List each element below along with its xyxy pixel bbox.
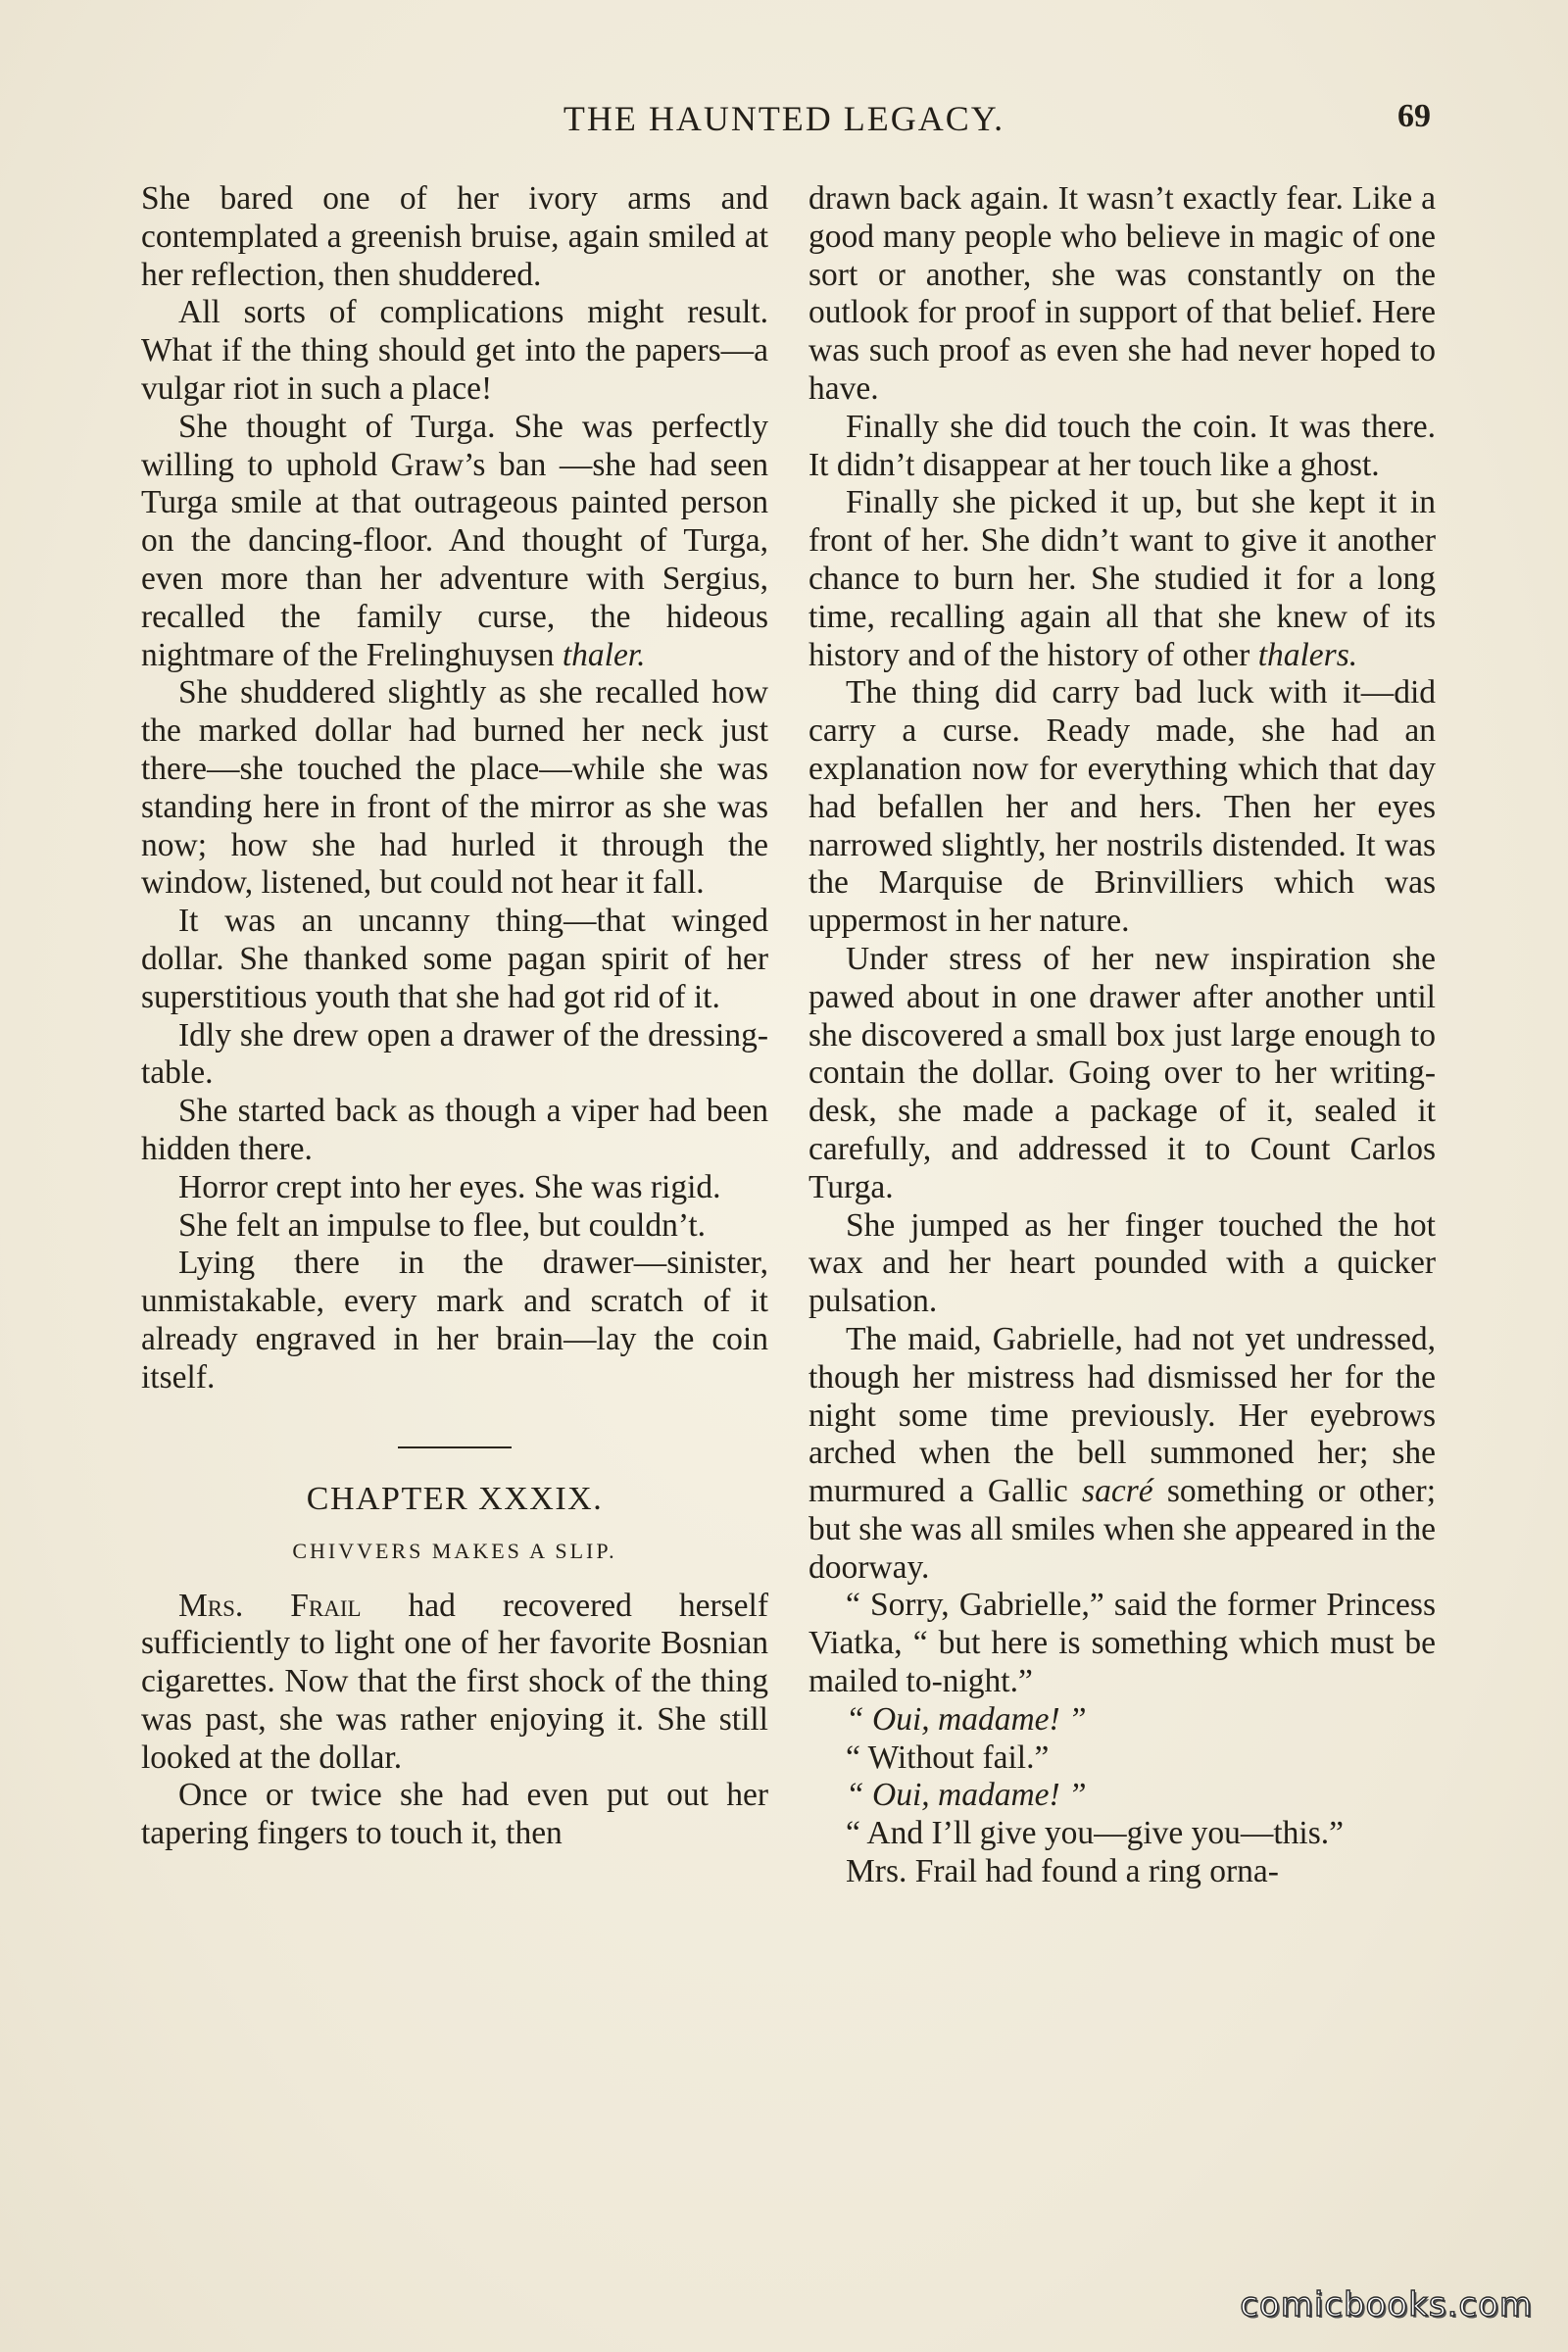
paragraph: drawn back again. It wasn’t exactly fear. Like a good many people who believe in magic of one sort or another, she was constantly on the outlook for proof in support of that belief. Here was such proof as even she had never hoped to have. xyxy=(808,180,1436,407)
running-header xyxy=(137,98,1431,147)
paragraph-text: had recovered herself sufficiently to light one of her favorite Bosnian cigarettes. Now that the first shock of the thing was past, she was rather enjoying it. She still looked at the dollar. xyxy=(141,1587,768,1776)
paragraph xyxy=(808,1777,1436,1815)
paragraph: Idly she drew open a drawer of the dressing-table. xyxy=(141,1016,768,1092)
paragraph: Lying there in the drawer—sinister, unmistakable, every mark and scratch of it already engraved in her brain—lay the coin itself. xyxy=(141,1245,768,1396)
paragraph: It was an uncanny thing—that winged dollar. She thanked some pagan spirit of her superstitious youth that she had got rid of it. xyxy=(141,903,768,1015)
paragraph: She bared one of her ivory arms and contemplated a greenish bruise, again smiled at her reflection, then shuddered. xyxy=(141,180,768,293)
italic-word: thalers. xyxy=(1257,636,1358,673)
running-title: THE HAUNTED LEGACY. xyxy=(563,99,1005,138)
paragraph: “ Without fail.” xyxy=(846,1739,1050,1776)
paragraph-text: The maid, Gabrielle, had not yet undressed, though her mistress had dismissed her for the night some time previously. Her eyebrows arched when the bell summoned her; she murmured a Gallic xyxy=(808,1320,1436,1510)
paragraph: “ And I’ll give you—give you—this.” xyxy=(846,1815,1345,1852)
paragraph: The thing did carry bad luck with it—did carry a curse. Ready made, she had an explanation now for everything which that day had befallen her and hers. Then her eyes narrowed slightly, her nostrils distended. It was the Marquise de Brinvilliers which was uppermost in her nature. xyxy=(808,674,1436,940)
italic-word: sacré xyxy=(1082,1473,1153,1510)
paragraph-text: Finally she picked it up, but she kept it in front of her. She didn’t want to give it another chance to burn her. She studied it for a long time, recalling again all that she knew of its history and of the history of other xyxy=(808,484,1436,673)
paragraph-text: something or other; but she was all smiles when she appeared in the doorway. xyxy=(808,1473,1436,1586)
paragraph-text: She thought of Turga. She was perfectly willing to uphold Graw’s ban —she had seen Turga smile at that outrageous painted person on the dancing-floor. And thought of Turga, even more than her adventure with Sergius, recalled the family curse, the hideous nightmare of the Frelinghuysen xyxy=(141,408,768,673)
italic-line: “ Oui, madame! ” xyxy=(846,1700,1087,1738)
paragraph: Under stress of her new inspiration she pawed about in one drawer after another until she discovered a small box just large enough to contain the dollar. Going over to her writing-desk, she made a package of it, sealed it carefully, and addressed it to Count Carlos Turga. xyxy=(808,940,1436,1205)
paragraph xyxy=(808,1321,1436,1588)
paragraph xyxy=(808,1701,1436,1740)
page-number: 69 xyxy=(1397,98,1431,134)
paragraph: She started back as though a viper had been hidden there. xyxy=(141,1093,768,1167)
paragraph: Finally she did touch the coin. It was there. It didn’t disappear at her touch like a ghost. xyxy=(808,408,1436,483)
paragraph: She shuddered slightly as she recalled how the marked dollar had burned her neck just there—she touched the place—while she was standing here in front of the mirror as she was now; how she had hurled it through the window, listened, but could not hear it fall. xyxy=(141,674,768,902)
paragraph: Horror crept into her eyes. She was rigid. xyxy=(178,1168,721,1205)
character-name: Mrs. Frail xyxy=(178,1587,362,1624)
paragraph: Mrs. Frail had found a ring orna- xyxy=(846,1853,1279,1890)
paragraph xyxy=(808,484,1436,674)
paragraph: All sorts of complications might result. What if the thing should get into the papers—a vulgar riot in such a place! xyxy=(141,294,768,407)
paragraph: She jumped as her finger touched the hot wax and her heart pounded with a quicker pulsation. xyxy=(808,1206,1436,1320)
left-column xyxy=(141,180,768,1853)
italic-line: “ Oui, madame! ” xyxy=(846,1777,1087,1814)
site-watermark: comicbooks.com xyxy=(1240,2285,1533,2325)
paragraph: She felt an impulse to flee, but couldn’t. xyxy=(178,1206,707,1244)
paragraph xyxy=(141,409,768,675)
right-column xyxy=(808,180,1436,1891)
paragraph: “ Sorry, Gabrielle,” said the former Princess Viatka, “ but here is something which must be mailed to-night.” xyxy=(808,1587,1436,1700)
italic-word: thaler. xyxy=(562,636,646,673)
paragraph xyxy=(141,1588,768,1778)
section-divider xyxy=(398,1446,512,1448)
chapter-subtitle: CHIVVERS MAKES A SLIP. xyxy=(292,1538,617,1563)
paragraph: Once or twice she had even put out her tapering fingers to touch it, then xyxy=(141,1777,768,1852)
chapter-title: CHAPTER XXXIX. xyxy=(306,1480,604,1517)
